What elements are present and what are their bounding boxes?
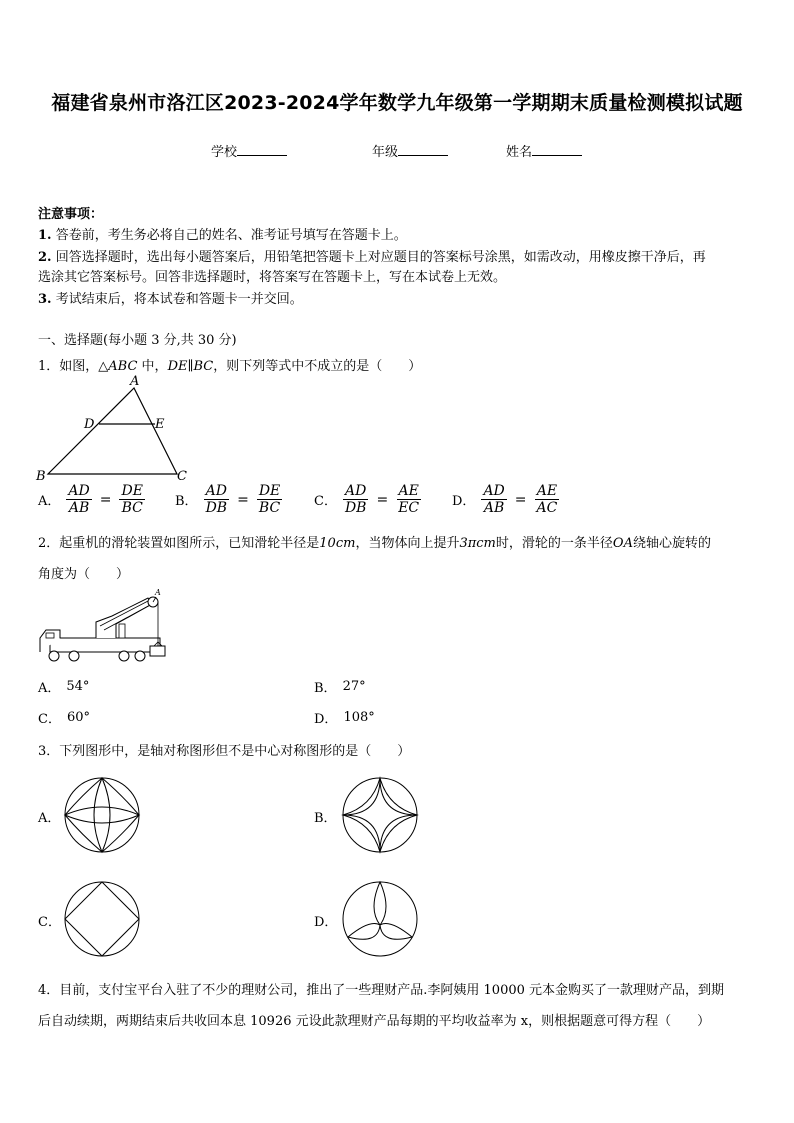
petal-top (374, 882, 386, 925)
wheel (135, 651, 145, 661)
equals-sign: = (237, 491, 249, 508)
name-label: 姓名 (506, 145, 533, 160)
grade-field[interactable] (372, 141, 448, 160)
option-value: 54° (66, 679, 90, 694)
q3-option-a[interactable] (38, 807, 60, 826)
fraction (119, 483, 144, 516)
outer-circle (65, 778, 139, 852)
wheel (49, 651, 59, 661)
q1-parallel: DE∥BC (167, 359, 214, 374)
label-d: D (84, 417, 95, 432)
option-value: 108° (343, 710, 375, 725)
outer-circle (65, 882, 139, 956)
petal-horizontal (65, 807, 139, 823)
truck-bed (50, 638, 160, 652)
denominator: AC (536, 500, 558, 516)
numerator: DE (121, 483, 143, 499)
q4-stem-line2: 后自动续期，两期结束后共收回本息 10926 元设此款理财产品每期的平均收益率为 x，则根据题意可得方程（ ） (38, 1014, 711, 1029)
q3-figure-d (340, 879, 420, 959)
denominator: AB (483, 500, 505, 516)
equals-sign: = (376, 491, 389, 508)
q1-stem-post: ，则下列等式中不成立的是（ ） (213, 359, 422, 374)
outer-circle (343, 778, 417, 852)
q1-triangle-name: ABC (108, 359, 138, 374)
load-box (150, 646, 165, 656)
q2-option-d[interactable] (314, 708, 375, 727)
q2-radius-oa: OA (612, 536, 633, 551)
numerator: AE (536, 483, 558, 499)
fraction (481, 483, 506, 516)
label-b: B (36, 469, 46, 484)
denominator: DB (344, 500, 367, 516)
grade-blank[interactable] (398, 143, 448, 156)
option-letter: D． (452, 494, 476, 509)
numerator: AD (68, 483, 90, 499)
denominator: AB (68, 500, 90, 516)
notice-item-2-cont: 选涂其它答案标号。回答非选择题时，将答案写在答题卡上，写在本试卷上无效。 (38, 270, 507, 285)
label-e: E (155, 417, 165, 432)
notice-item-num: 3. (38, 292, 52, 307)
option-value: 27° (342, 679, 366, 694)
notice-item-3 (38, 288, 303, 307)
q2-height: 3πcm (459, 536, 496, 551)
fraction (257, 483, 282, 516)
q2-radius: 10cm (319, 536, 356, 551)
q1-option-d[interactable] (452, 483, 559, 516)
q1-option-b[interactable] (175, 483, 282, 516)
notice-item-text: 回答选择题时，选出每小题答案后，用铅笔把答题卡上对应题目的答案标号涂黑，如需改动，用橡皮擦干净后，再 (55, 250, 706, 265)
fraction (396, 483, 421, 516)
q2-option-c[interactable] (38, 708, 90, 727)
fraction (204, 483, 230, 516)
q2-stem-a: 2．起重机的滑轮装置如图所示，已知滑轮半径是 (38, 536, 320, 551)
wheel (119, 651, 129, 661)
option-letter: C． (38, 712, 61, 727)
name-field[interactable] (506, 141, 582, 160)
denominator: EC (398, 500, 420, 516)
q1-stem (38, 355, 421, 374)
q2-stem-line2: 角度为（ ） (38, 567, 130, 582)
notice-item-num: 2. (38, 250, 52, 265)
fraction (535, 483, 560, 516)
q1-triangle-figure (34, 374, 194, 484)
option-letter: C． (314, 494, 337, 509)
option-letter: A． (38, 811, 61, 826)
option-letter: C． (38, 915, 61, 930)
fraction (343, 483, 369, 516)
petal-left (348, 924, 380, 940)
q3-figure-b (340, 775, 420, 855)
q3-figure-a (62, 775, 142, 855)
grade-label: 年级 (372, 145, 399, 160)
fraction (66, 483, 91, 516)
page-title: 福建省泉州市洛江区2023-2024学年数学九年级第一学期期末质量检测模拟试题 (51, 92, 743, 114)
section-heading: 一、选择题(每小题 3 分,共 30 分) (38, 333, 237, 348)
petal-right (380, 924, 412, 940)
q3-option-c[interactable] (38, 911, 61, 930)
equals-sign: = (99, 491, 112, 508)
wheel (69, 651, 79, 661)
q2-stem-b: ，当物体向上提升 (355, 536, 460, 551)
school-blank[interactable] (237, 143, 287, 156)
q1-option-a[interactable] (38, 483, 145, 516)
q2-stem-d: 绕轴心旋转的 (632, 536, 711, 551)
option-letter: A． (38, 681, 61, 696)
name-blank[interactable] (532, 143, 582, 156)
q2-stem (38, 532, 711, 551)
option-letter: B． (314, 811, 337, 826)
option-value: 60° (66, 710, 90, 725)
option-letter: D． (314, 915, 338, 930)
option-letter: B． (175, 494, 198, 509)
q1-stem-mid: 中， (137, 359, 168, 374)
denominator: BC (258, 500, 281, 516)
q1-stem-pre: 1．如图，△ (38, 359, 109, 374)
option-letter: B． (314, 681, 337, 696)
q3-option-b[interactable] (314, 807, 337, 826)
q3-stem: 3．下列图形中，是轴对称图形但不是中心对称图形的是（ ） (38, 744, 411, 759)
denominator: DB (205, 500, 228, 516)
boom-support (119, 624, 125, 638)
petal-vertical (94, 778, 110, 852)
notice-item-num: 1. (38, 228, 52, 243)
numerator: AD (483, 483, 505, 499)
denominator: BC (121, 500, 143, 516)
q3-option-d[interactable] (314, 911, 337, 930)
notice-heading: 注意事项： (38, 207, 104, 222)
outer-circle (343, 882, 417, 956)
label-a: A (130, 374, 140, 389)
numerator: AD (345, 483, 367, 499)
crane-figure (36, 586, 171, 666)
notice-item-text: 考试结束后，将本试卷和答题卡一并交回。 (55, 292, 303, 307)
notice-item-1 (38, 224, 407, 243)
q2-option-b[interactable] (314, 677, 366, 696)
pulley-label-a: A (155, 588, 161, 597)
q3-figure-c (62, 879, 142, 959)
option-letter: D． (314, 712, 338, 727)
equals-sign: = (514, 491, 527, 508)
numerator: DE (258, 483, 281, 499)
notice-item-2 (38, 246, 706, 265)
school-field[interactable] (211, 141, 287, 160)
boom-line (100, 600, 150, 626)
notice-item-text: 答卷前，考生务必将自己的姓名、准考证号填写在答题卡上。 (55, 228, 407, 243)
school-label: 学校 (211, 145, 238, 160)
numerator: AD (205, 483, 227, 499)
q2-option-a[interactable] (38, 677, 89, 696)
label-c: C (177, 469, 187, 484)
numerator: AE (398, 483, 419, 499)
q2-stem-c: 时，滑轮的一条半径 (495, 536, 613, 551)
q1-option-c[interactable] (314, 483, 421, 516)
q4-stem-line1: 4．目前，支付宝平台入驻了不少的理财公司，推出了一些理财产品.李阿姨用 10000 元本金购买了一款理财产品，到期 (38, 983, 725, 998)
option-letter: A． (38, 494, 61, 509)
